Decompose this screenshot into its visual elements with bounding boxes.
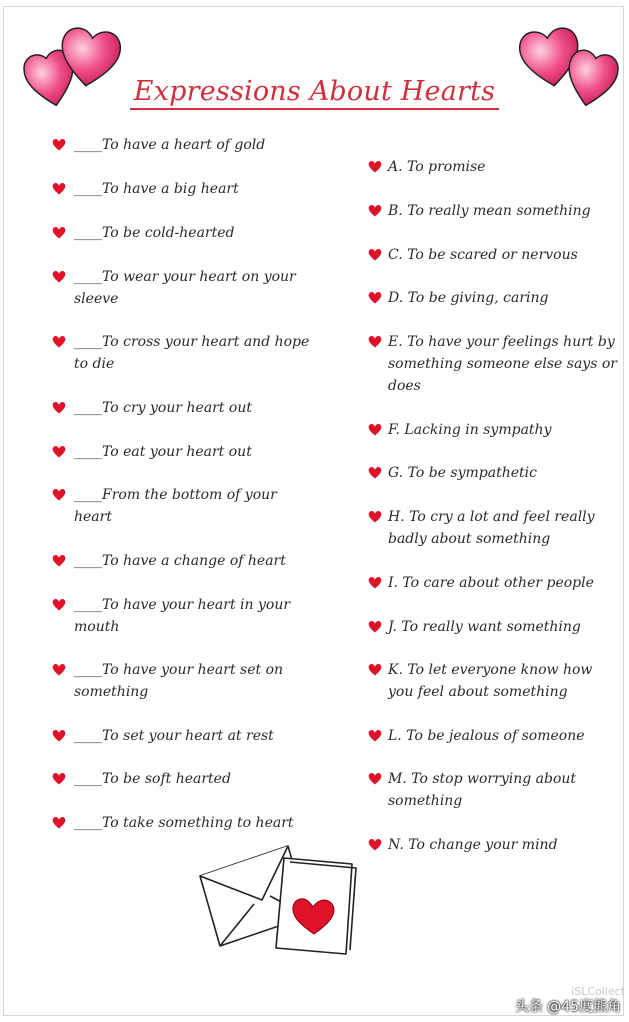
heart-icon <box>368 729 382 742</box>
heart-icon <box>368 838 382 851</box>
meaning-item: H. To cry a lot and feel really badly about something <box>368 506 620 550</box>
heart-icon <box>52 401 66 414</box>
heart-icon <box>368 335 382 348</box>
expression-item: ____From the bottom of your heart <box>52 484 314 528</box>
meaning-item: F. Lacking in sympathy <box>368 419 620 441</box>
heart-icon <box>368 160 382 173</box>
expression-item: ____To cry your heart out <box>52 397 314 419</box>
expression-item: ____To have a change of heart <box>52 550 314 572</box>
heart-icon <box>368 620 382 633</box>
heart-icon <box>52 445 66 458</box>
heart-icon <box>368 423 382 436</box>
expression-item: ____To have your heart set on something <box>52 659 314 703</box>
meaning-item: J. To really want something <box>368 616 620 638</box>
heart-icon <box>52 816 66 829</box>
author-watermark: 头条 @45度熊角 <box>514 999 621 1015</box>
heart-icon <box>52 226 66 239</box>
meaning-item: C. To be scared or nervous <box>368 244 620 266</box>
expression-item: ____To have a big heart <box>52 178 314 200</box>
heart-icon <box>52 488 66 501</box>
heart-icon <box>52 270 66 283</box>
heart-icon <box>52 554 66 567</box>
heart-icon <box>368 248 382 261</box>
heart-icon <box>52 772 66 785</box>
expression-item: ____To have your heart in your mouth <box>52 594 314 638</box>
heart-icon <box>52 335 66 348</box>
meaning-item: I. To care about other people <box>368 572 620 594</box>
meaning-item: D. To be giving, caring <box>368 287 620 309</box>
meaning-item: K. To let everyone know how you feel about something <box>368 659 620 703</box>
meaning-item: B. To really mean something <box>368 200 620 222</box>
source-watermark: iSLCollect <box>571 985 625 998</box>
heart-icon <box>52 663 66 676</box>
heart-icon <box>52 138 66 151</box>
expression-item: ____To cross your heart and hope to die <box>52 331 314 375</box>
heart-icon <box>368 510 382 523</box>
heart-icon <box>52 729 66 742</box>
expression-item: ____To set your heart at rest <box>52 725 314 747</box>
heart-icon <box>368 663 382 676</box>
page-title: Expressions About Hearts <box>0 76 629 110</box>
expression-item: ____To be soft hearted <box>52 768 314 790</box>
expression-item: ____To eat your heart out <box>52 441 314 463</box>
heart-icon <box>368 772 382 785</box>
heart-icon <box>368 466 382 479</box>
meaning-item: L. To be jealous of someone <box>368 725 620 747</box>
heart-icon <box>368 576 382 589</box>
expression-item: ____To be cold-hearted <box>52 222 314 244</box>
meaning-item: E. To have your feelings hurt by something someone else says or does <box>368 331 620 397</box>
meaning-item: M. To stop worrying about something <box>368 768 620 812</box>
expression-item: ____To wear your heart on your sleeve <box>52 266 314 310</box>
love-letter-icon <box>196 838 366 958</box>
expression-item: ____To have a heart of gold <box>52 134 314 156</box>
meaning-item: N. To change your mind <box>368 834 620 856</box>
heart-icon <box>368 204 382 217</box>
heart-icon <box>52 182 66 195</box>
expression-item: ____To take something to heart <box>52 812 314 834</box>
heart-icon <box>52 598 66 611</box>
heart-icon <box>368 291 382 304</box>
meaning-item: G. To be sympathetic <box>368 462 620 484</box>
meaning-item: A. To promise <box>368 156 620 178</box>
